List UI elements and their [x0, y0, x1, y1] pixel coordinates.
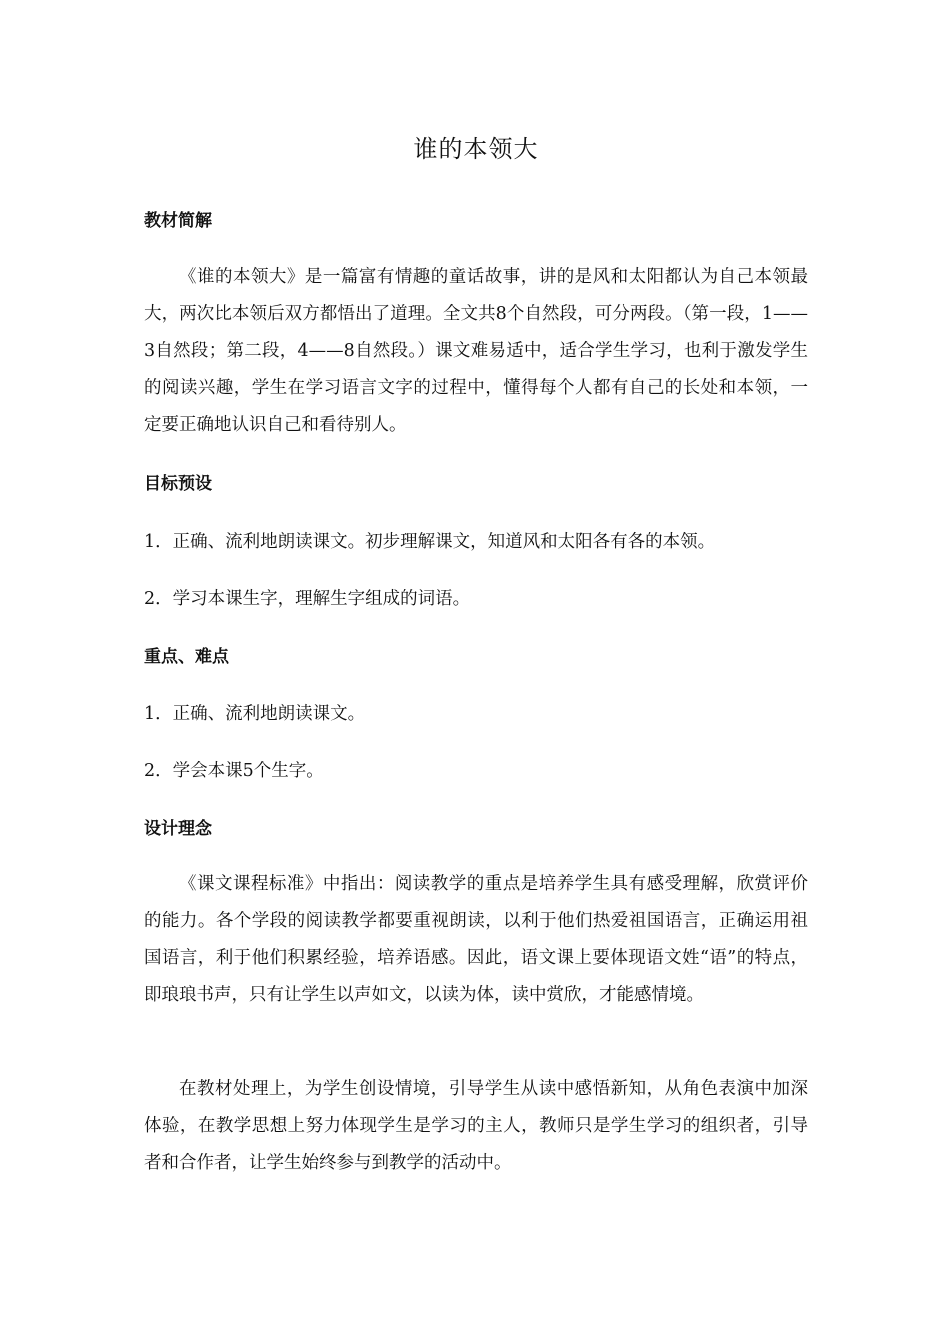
- section-heading-key-points: 重点、难点: [144, 647, 229, 667]
- list-item: 2．学习本课生字，理解生字组成的词语。: [144, 589, 471, 609]
- section-paragraph: 《谁的本领大》是一篇富有情趣的童话故事，讲的是风和太阳都认为自己本领最大，两次比本领后双方都悟出了道理。全文共8个自然段，可分两段。（第一段，1——3自然段；第二段，4——8自然段。）课文难易适中，适合学生学习，也利于激发学生的阅读兴趣，学生在学习语言文字的过程中，懂得每个人都有自己的长处和本领，一定要正确地认识自己和看待别人。: [144, 267, 808, 435]
- document-title: 谁的本领大: [413, 135, 539, 163]
- section-heading-textbook-overview: 教材简解: [144, 211, 212, 231]
- section-heading-objectives: 目标预设: [144, 474, 212, 494]
- list-item: 1．正确、流利地朗读课文。: [144, 704, 366, 724]
- section-heading-design-concept: 设计理念: [144, 819, 212, 839]
- list-item: 1．正确、流利地朗读课文。初步理解课文，知道风和太阳各有各的本领。: [144, 532, 716, 552]
- section-paragraph: 《课文课程标准》中指出：阅读教学的重点是培养学生具有感受理解，欣赏评价的能力。各个学段的阅读教学都要重视朗读，以利于他们热爱祖国语言，正确运用祖国语言，利于他们积累经验，培养语感。因此，语文课上要体现语文姓“语”的特点，即琅琅书声，只有让学生以声如文，以读为体，读中赏欣，才能感情境。: [144, 874, 808, 1005]
- section-paragraph: 在教材处理上，为学生创设情境，引导学生从读中感悟新知，从角色表演中加深体验，在教学思想上努力体现学生是学习的主人，教师只是学生学习的组织者，引导者和合作者，让学生始终参与到教学的活动中。: [144, 1079, 808, 1173]
- list-item: 2．学会本课5个生字。: [144, 761, 324, 781]
